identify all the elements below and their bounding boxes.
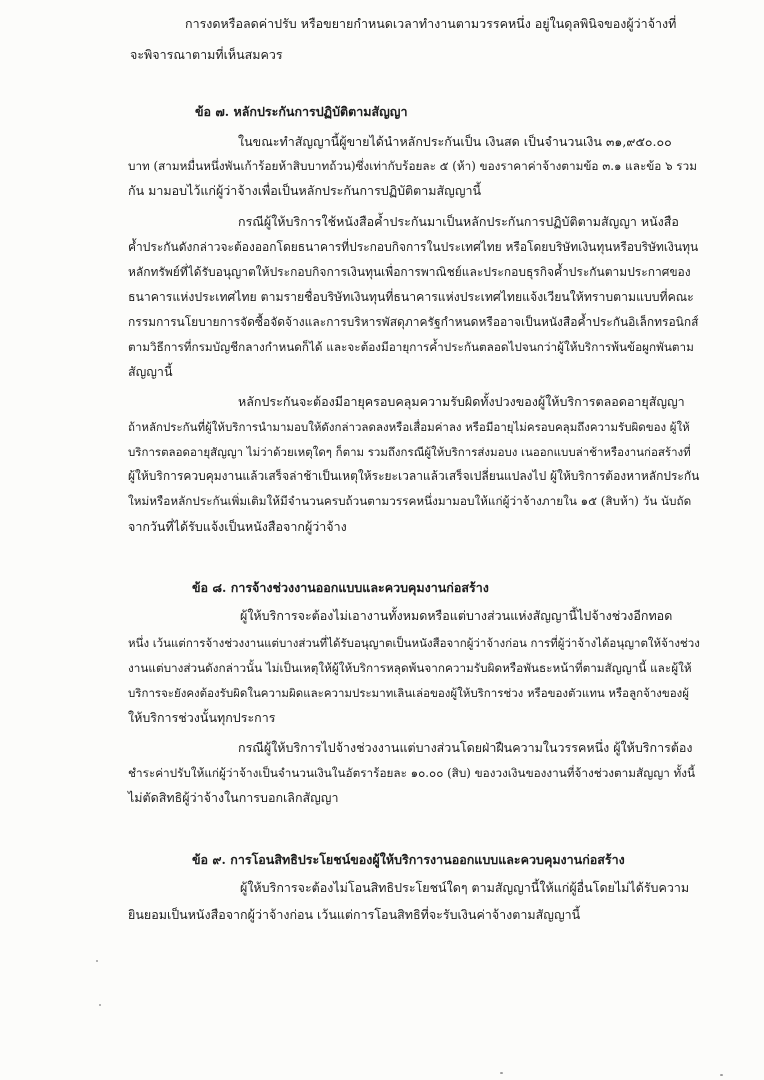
paragraph-line: ไม่ตัดสิทธิผู้ว่าจ้างในการบอกเลิกสัญญา bbox=[128, 790, 339, 805]
paragraph-line: หลักทรัพย์ที่ได้รับอนุญาตให้ประกอบกิจการเงินทุนเพื่อการพาณิชย์และประกอบธุรกิจค้ำประกันตามประกาศของ bbox=[128, 265, 691, 279]
paragraph-line: กัน มามอบไว้แก่ผู้ว่าจ้างเพื่อเป็นหลักประกันการปฏิบัติตามสัญญานี้ bbox=[128, 183, 482, 198]
paragraph-line: บริการตลอดอายุสัญญา ไม่ว่าด้วยเหตุใดๆ ก็ตาม รวมถึงกรณีผู้ให้บริการส่งมอบง เนออกแบบล่าช้าหรืองานก่อสร้างที่ bbox=[128, 445, 691, 459]
paragraph-line: งานแต่บางส่วนดังกล่าวนั้น ไม่เป็นเหตุให้ผู้ให้บริการหลุดพ้นจากความรับผิดหรือพันธะหน้าที่ตามสัญญานี้ และผู้ให้ bbox=[128, 661, 692, 675]
paragraph-line: ผู้ให้บริการควบคุมงานแล้วเสร็จล่าช้าเป็นเหตุให้ระยะเวลาแล้วเสร็จเปลี่ยนแปลงไป ผู้ให้บริการต้องหาหลักประกัน bbox=[128, 469, 700, 483]
paragraph-line: ให้บริการช่วงนั้นทุกประการ bbox=[128, 710, 276, 725]
paragraph-line: กรณีผู้ให้บริการไปจ้างช่วงงานแต่บางส่วนโดยฝ่าฝืนความในวรรคหนึ่ง ผู้ให้บริการต้อง bbox=[238, 740, 693, 755]
paragraph-line: ธนาคารแห่งประเทศไทย ตามรายชื่อบริษัทเงินทุนที่ธนาคารแห่งประเทศไทยแจ้งเวียนให้ทราบตามแบบที่คณะ bbox=[128, 290, 694, 304]
paragraph-line: จากวันที่ได้รับแจ้งเป็นหนังสือจากผู้ว่าจ้าง bbox=[128, 519, 347, 534]
paragraph-line: ถ้าหลักประกันที่ผู้ให้บริการนำมามอบให้ดังกล่าวลดลงหรือเสื่อมค่าลง หรือมีอายุไม่ครอบคลุมถึงความรับผิดของ ผู้ให้ bbox=[128, 420, 690, 434]
paragraph-line: กรณีผู้ให้บริการใช้หนังสือค้ำประกันมาเป็นหลักประกันการปฏิบัติตามสัญญา หนังสือ bbox=[238, 214, 679, 229]
paragraph-line: ค้ำประกันดังกล่าวจะต้องออกโดยธนาคารที่ประกอบกิจการในประเทศไทย หรือโดยบริษัทเงินทุนหรือบริษัทเงินทุน bbox=[128, 240, 699, 254]
paragraph-line: หลักประกันจะต้องมีอายุครอบคลุมความรับผิดทั้งปวงของผู้ให้บริการตลอดอายุสัญญา bbox=[238, 394, 685, 409]
paragraph-line: ชำระค่าปรับให้แก่ผู้ว่าจ้างเป็นจำนวนเงินในอัตราร้อยละ ๑๐.๐๐ (สิบ) ของวงเงินของงานที่จ้างช่วงตามสัญญา ทั้งนี้ bbox=[128, 766, 696, 780]
continuation-line: จะพิจารณาตามที่เห็นสมควร bbox=[130, 47, 283, 62]
clause-7-heading: ข้อ ๗. หลักประกันการปฏิบัติตามสัญญา bbox=[195, 104, 408, 119]
scan-speck bbox=[500, 1072, 503, 1074]
scan-speck bbox=[99, 1004, 101, 1006]
paragraph-line: ในขณะทำสัญญานี้ผู้ขายได้นำหลักประกันเป็น เงินสด เป็นจำนวนเงิน ๓๑,๙๕๐.๐๐ bbox=[238, 134, 672, 149]
clause-8-heading: ข้อ ๘. การจ้างช่วงงานออกแบบและควบคุมงานก่อสร้าง bbox=[192, 580, 489, 595]
paragraph-line: สัญญานี้ bbox=[128, 364, 173, 379]
paragraph-line: บริการจะยังคงต้องรับผิดในความผิดและความประมาทเลินเล่อของผู้ให้บริการช่วง หรือของตัวแทน หรือลูกจ้างของผู้ bbox=[128, 686, 690, 700]
paragraph-line: บาท (สามหมื่นหนึ่งพันเก้าร้อยห้าสิบบาทถ้วน)ซึ่งเท่ากับร้อยละ ๕ (ห้า) ของราคาค่าจ้างตามข้อ ๓.๑ และข้อ ๖ รวม bbox=[128, 159, 697, 173]
paragraph-line: ยินยอมเป็นหนังสือจากผู้ว่าจ้างก่อน เว้นแต่การโอนสิทธิที่จะรับเงินค่าจ้างตามสัญญานี้ bbox=[128, 907, 581, 922]
continuation-line: การงดหรือลดค่าปรับ หรือขยายกำหนดเวลาทำงานตามวรรคหนึ่ง อยู่ในดุลพินิจของผู้ว่าจ้างที่ bbox=[185, 16, 677, 31]
paragraph-line: ตามวิธีการที่กรมบัญชีกลางกำหนดก็ได้ และจะต้องมีอายุการค้ำประกันตลอดไปจนกว่าผู้ให้บริการพ้นข้อผูกพันตาม bbox=[128, 340, 694, 354]
scan-speck bbox=[96, 960, 98, 962]
paragraph-line: ผู้ให้บริการจะต้องไม่โอนสิทธิประโยชน์ใดๆ ตามสัญญานี้ให้แก่ผู้อื่นโดยไม่ได้รับความ bbox=[240, 880, 690, 895]
paragraph-line: กรรมการนโยบายการจัดซื้อจัดจ้างและการบริหารพัสดุภาครัฐกำหนดหรืออาจเป็นหนังสือค้ำประกันอิเล็กทรอนิกส์ bbox=[128, 315, 699, 329]
scan-speck bbox=[720, 1074, 723, 1076]
paragraph-line: ใหม่หรือหลักประกันเพิ่มเติมให้มีจำนวนครบถ้วนตามวรรคหนึ่งมามอบให้แก่ผู้ว่าจ้างภายใน ๑๕ (สิบห้า) วัน นับถัด bbox=[128, 494, 692, 508]
paragraph-line: หนึ่ง เว้นแต่การจ้างช่วงงานแต่บางส่วนที่ได้รับอนุญาตเป็นหนังสือจากผู้ว่าจ้างก่อน การที่ผู้ว่าจ้างได้อนุญาตให้จ้างช่วง bbox=[128, 636, 700, 650]
clause-9-heading: ข้อ ๙. การโอนสิทธิประโยชน์ของผู้ให้บริการงานออกแบบและควบคุมงานก่อสร้าง bbox=[192, 852, 625, 867]
paragraph-line: ผู้ให้บริการจะต้องไม่เอางานทั้งหมดหรือแต่บางส่วนแห่งสัญญานี้ไปจ้างช่วงอีกทอด bbox=[240, 608, 673, 623]
